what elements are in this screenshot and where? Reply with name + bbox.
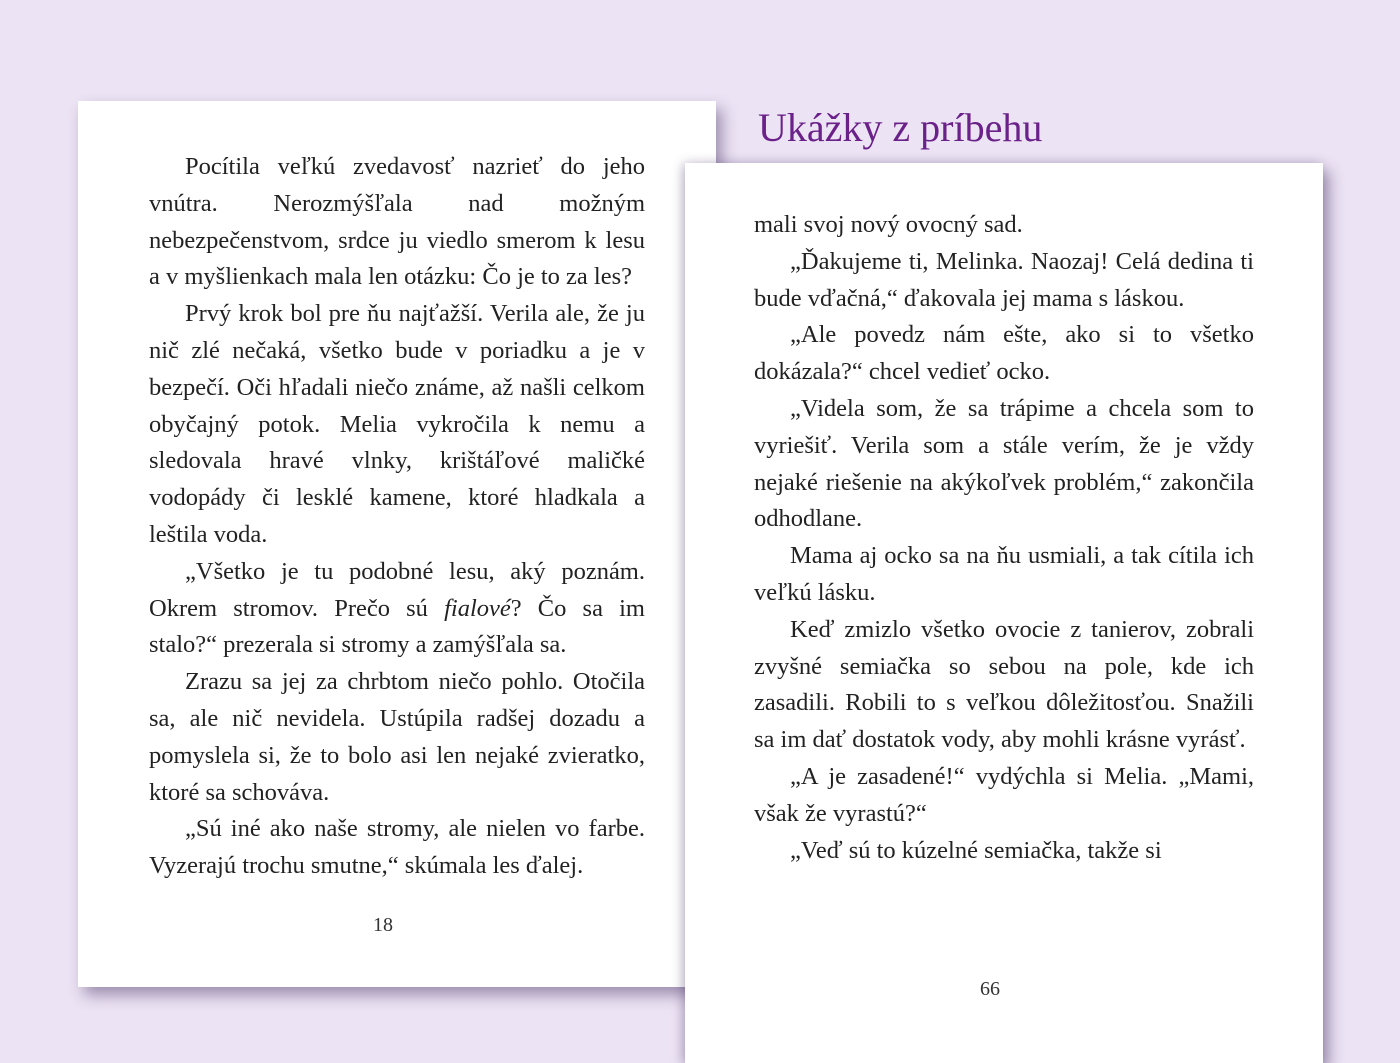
paragraph-text: Zrazu sa jej za chrbtom niečo pohlo. Otočila sa, ale nič nevidela. Ustúpila radšej dozadu a pomyslela si, že to bolo asi len nejaké zvieratko, ktoré sa schováva. xyxy=(149,668,645,806)
page-text xyxy=(754,207,1254,869)
paragraph xyxy=(149,664,645,811)
page-text xyxy=(149,149,645,885)
paragraph: Keď zmizlo všetko ovocie z tanierov, zobrali zvyšné semiačka so sebou na pole, kde ich zasadili. Robili to s veľkou dôležitosťou. Snažili sa im dať dostatok vody, aby mohli krásne vyrásť. xyxy=(754,615,1254,754)
paragraph: „Videla som, že sa trápime a chcela som to vyriešiť. Verila som a stále verím, že je vždy nejaké riešenie na akýkoľvek problém,“ zakončila odhodlane. xyxy=(754,394,1254,533)
paragraph: „Ale povedz nám ešte, ako si to všetko dokázala?“ chcel vedieť ocko. xyxy=(754,321,1254,386)
italic-word: fialové xyxy=(444,594,511,622)
paragraph: „Ďakujeme ti, Melinka. Naozaj! Celá dedina ti bude vďačná,“ ďakovala jej mama s láskou. xyxy=(754,247,1254,312)
paragraph xyxy=(149,554,645,664)
book-page-left xyxy=(78,101,716,987)
page-number: 66 xyxy=(980,978,1000,1000)
page-number: 18 xyxy=(373,914,393,936)
paragraph-text: Pocítila veľkú zvedavosť nazrieť do jeho vnútra. Nerozmýšľala nad možným nebezpečenstvom, srdce ju viedlo smerom k lesu a v myšlienkach mala len otázku: Čo je to za les? xyxy=(149,153,645,291)
book-page-right xyxy=(685,163,1323,1063)
paragraph-text: „Všetko je tu podobné lesu, aký poznám. Okrem stromov. Prečo sú xyxy=(149,557,645,622)
page-title: Ukážky z príbehu xyxy=(758,105,1043,150)
paragraph: „A je zasadené!“ vydýchla si Melia. „Mami, však že vyrastú?“ xyxy=(754,762,1254,827)
paragraph: Mama aj ocko sa na ňu usmiali, a tak cítila ich veľkú lásku. xyxy=(754,542,1254,606)
paragraph-text: Prvý krok bol pre ňu najťažší. Verila ale, že ju nič zlé nečaká, všetko bude v poriadku a je v bezpečí. Oči hľadali niečo známe, až našli celkom obyčajný potok. Melia vykročila k nemu a sledovala hravé vlnky, krištáľové maličké vodopády či lesklé kamene, ktoré hladkala a leštila voda. xyxy=(149,300,645,548)
paragraph-text: ? Čo sa im stalo?“ prezerala si stromy a zamýšľala sa. xyxy=(149,594,645,659)
paragraph xyxy=(149,149,645,296)
paragraph: „Veď sú to kúzelné semiačka, takže si xyxy=(790,836,1162,864)
paragraph xyxy=(149,296,645,554)
paragraph xyxy=(149,811,645,885)
paragraph-continuation: mali svoj nový ovocný sad. xyxy=(754,211,1023,238)
paragraph-text: „Sú iné ako naše stromy, ale nielen vo farbe. Vyzerajú trochu smutne,“ skúmala les ďalej. xyxy=(149,815,645,880)
